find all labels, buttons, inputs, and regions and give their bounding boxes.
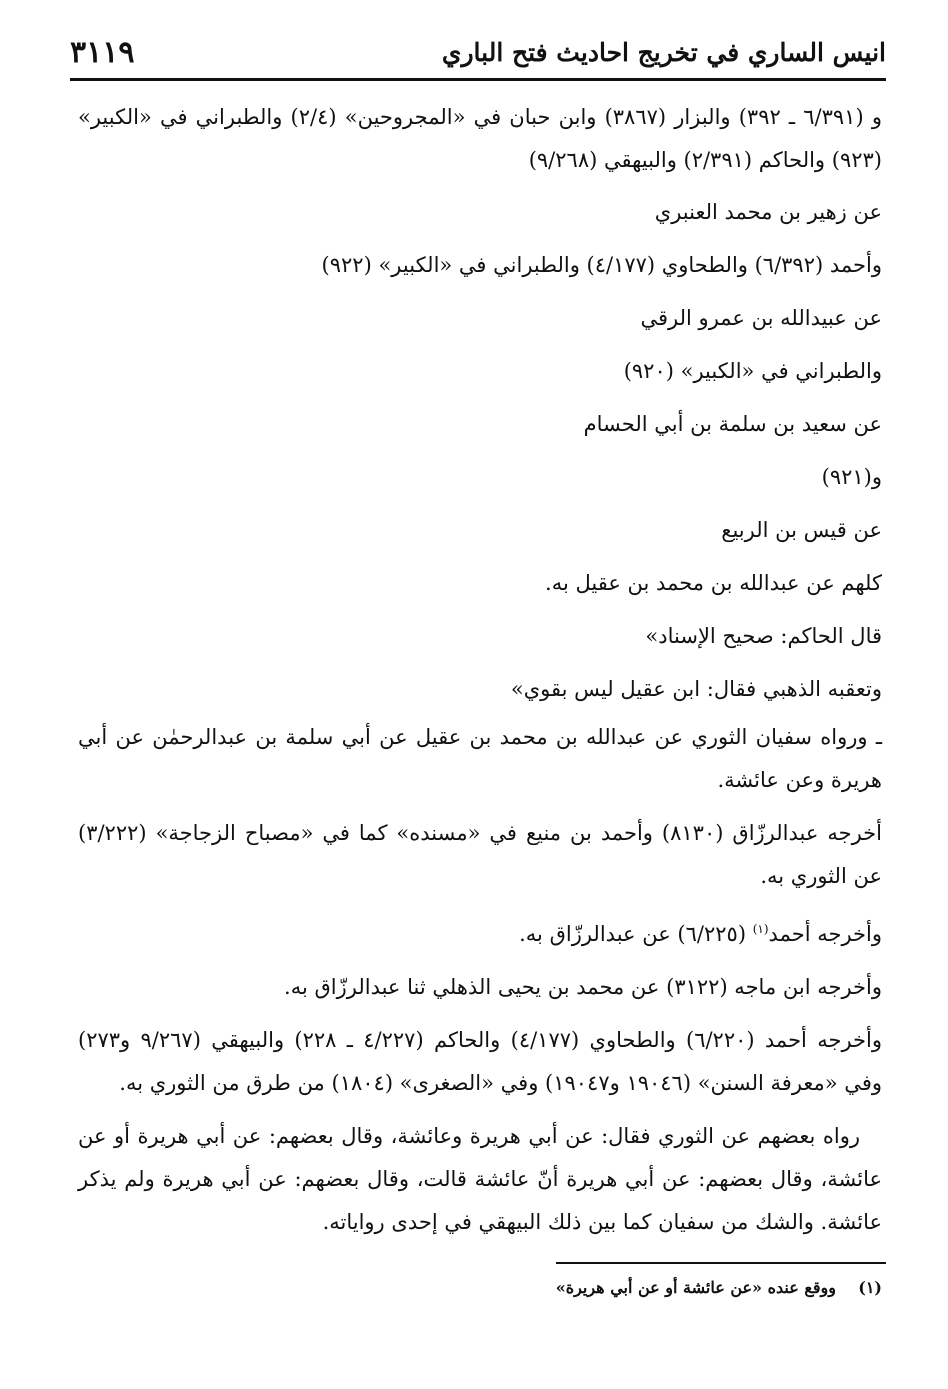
line-ahmad-tahawi: وأحمد (٦/٣٩٢) والطحاوي (٤/١٧٧) والطبراني في «الكبير» (٩٢٢) [321,253,882,277]
line-tabarani-920: والطبراني في «الكبير» (٩٢٠) [623,359,882,383]
line-921: و(٩٢١) [821,465,882,489]
line-dhahabi: وتعقبه الذهبي فقال: ابن عقيل ليس بقوي» [510,677,882,701]
paragraph-sources-intro: و (٦/٣٩١ ـ ٣٩٢) والبزار (٣٨٦٧) وابن حبان في «المجروحين» (٢/٤) والطبراني في «الكبير» (٩٢٣) والحاكم (٢/٣٩١) والبيهقي (٩/٢٦٨) [78,105,882,172]
footnote-text: ووقع عنده «عن عائشة أو عن أبي هريرة» [555,1278,836,1297]
ahmad-label: وأخرجه أحمد [768,922,882,946]
page-number: ٣١١٩ [70,34,135,70]
footnote-divider [556,1262,886,1264]
paragraph-ibn-majah: وأخرجه ابن ماجه (٣١٢٢) عن محمد بن يحيى الذهلي ثنا عبدالرزّاق به. [284,975,882,999]
running-header [70,26,886,81]
line-ubaydullah: عن عبيدالله بن عمرو الرقي [640,306,882,330]
line-said: عن سعيد بن سلمة بن أبي الحسام [583,412,882,436]
line-kulluhum: كلهم عن عبدالله بن محمد بن عقيل به. [545,571,882,595]
paragraph-abdurrazzaq: أخرجه عبدالرزّاق (٨١٣٠) وأحمد بن منيع في «مسنده» كما في «مصباح الزجاجة» (٣/٢٢٢) عن الثوري به. [78,821,882,888]
footnote-number: (١) [858,1278,882,1297]
line-zuhayr: عن زهير بن محمد العنبري [654,200,882,224]
paragraph-thawri: ـ ورواه سفيان الثوري عن عبدالله بن محمد بن عقيل عن أبي سلمة بن عبدالرحمٰن عن أبي هريرة وعن عائشة. [78,725,882,792]
ahmad-rest: (٦/٢٢٥) عن عبدالرزّاق به. [519,922,747,946]
book-title: انيس الساري في تخريج احاديث فتح الباري [441,37,886,67]
footnote-marker[interactable]: (١) [752,922,769,936]
main-text [78,96,882,1244]
line-qays: عن قيس بن الربيع [721,518,882,542]
paragraph-ahmad-footnote [78,908,882,956]
paragraph-ahmad-list: وأخرجه أحمد (٦/٢٢٠) والطحاوي (٤/١٧٧) والحاكم (٤/٢٢٧ ـ ٢٢٨) والبيهقي (٩/٢٦٧ و٢٧٣) وفي «معرفة السنن» (١٩٠٤٦ و١٩٠٤٧) وفي «الصغرى» (١٨٠٤) من طرق من الثوري به. [78,1028,882,1095]
line-hakim: قال الحاكم: صحيح الإسناد» [645,624,882,648]
paragraph-riwayat: رواه بعضهم عن الثوري فقال: عن أبي هريرة وعائشة، وقال بعضهم: عن أبي هريرة أو عن عائشة، وقال بعضهم: عن أبي هريرة أنّ عائشة قالت، وقال بعضهم: عن أبي هريرة ولم يذكر عائشة. والشك من سفيان كما بين ذلك البيهقي في إحدى رواياته. [78,1124,882,1234]
footnote [556,1274,882,1302]
